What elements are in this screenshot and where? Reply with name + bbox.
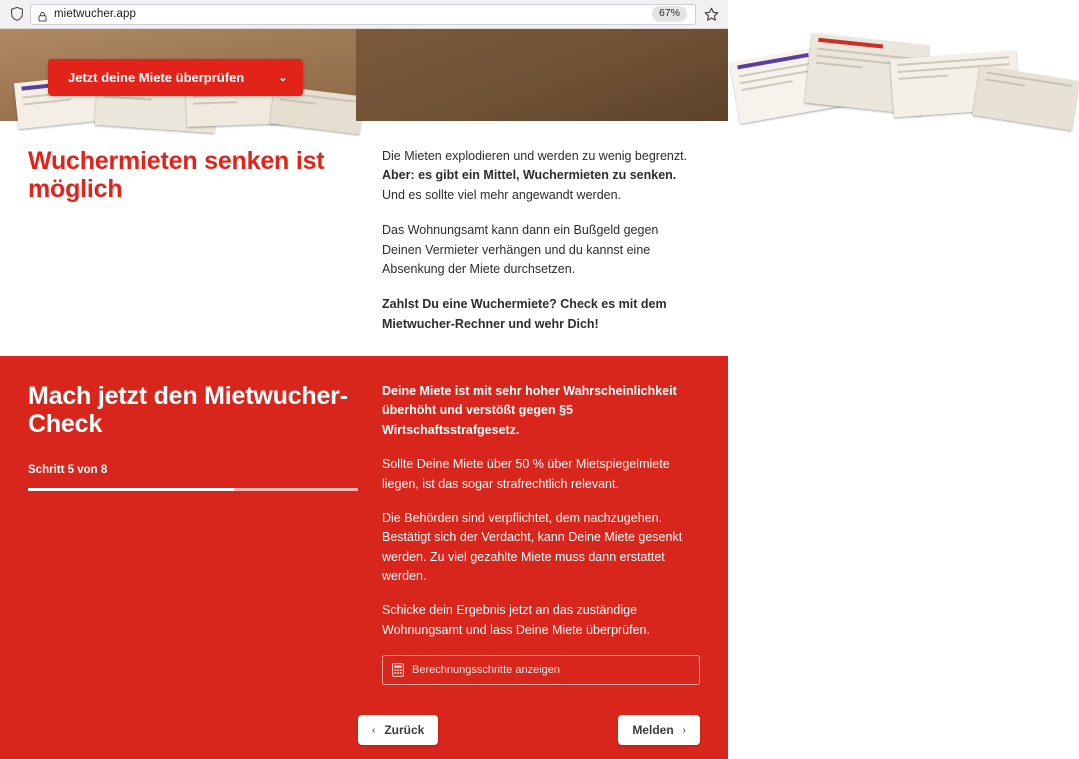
progress-bar-fill bbox=[28, 488, 234, 491]
hero-photo-right bbox=[356, 29, 728, 121]
page-viewport bbox=[0, 29, 728, 738]
check-left-column bbox=[28, 382, 358, 685]
hero-banner bbox=[0, 29, 728, 121]
info-paragraph-2: Das Wohnungsamt kann dann ein Bußgeld gegen Deinen Vermieter verhängen und du kannst eine Absenkung der Miete durchsetzen. bbox=[382, 223, 659, 276]
shield-icon[interactable] bbox=[8, 5, 26, 23]
info-paragraph-1-part1: Die Mieten explodieren und werden zu wenig begrenzt. bbox=[382, 149, 688, 163]
show-calculation-steps-toggle[interactable] bbox=[382, 655, 700, 685]
decorative-document bbox=[973, 65, 1079, 130]
result-paragraph-1: Sollte Deine Miete über 50 % über Mietspiegelmiete liegen, ist das sogar strafrechtlich relevant. bbox=[382, 457, 670, 491]
submit-report-button[interactable] bbox=[618, 715, 700, 745]
result-headline: Deine Miete ist mit sehr hoher Wahrscheinlichkeit überhöht und verstößt gegen §5 Wirtschaftsstrafgesetz. bbox=[382, 384, 677, 437]
check-section bbox=[0, 356, 728, 701]
address-bar[interactable] bbox=[30, 4, 696, 25]
zoom-level-badge[interactable]: 67% bbox=[652, 6, 687, 22]
result-paragraph-3: Schicke dein Ergebnis jetzt an das zuständige Wohnungsamt und lass Deine Miete überprüfen. bbox=[382, 603, 650, 637]
page-title: Wuchermieten senken ist möglich bbox=[28, 147, 325, 203]
info-headline-column bbox=[28, 147, 358, 334]
star-icon[interactable] bbox=[703, 6, 720, 23]
back-button-label: Zurück bbox=[384, 723, 425, 738]
url-text: mietwucher.app bbox=[54, 8, 136, 20]
calculator-icon bbox=[392, 663, 404, 677]
chevron-left-icon: ‹ bbox=[372, 724, 376, 736]
info-paragraph-3 bbox=[382, 295, 700, 334]
info-text-column bbox=[382, 147, 700, 334]
browser-toolbar bbox=[0, 0, 728, 29]
show-calculation-steps-label: Berechnungsschritte anzeigen bbox=[412, 664, 560, 677]
info-paragraph-1-bold: Aber: es gibt ein Mittel, Wuchermieten zu senken. bbox=[382, 168, 677, 183]
info-paragraph-1 bbox=[382, 147, 700, 205]
check-right-column bbox=[382, 382, 700, 685]
info-paragraph-1-part2: Und es sollte viel mehr angewandt werden. bbox=[382, 187, 622, 202]
info-paragraph-3-bold: Zahlst Du eine Wuchermiete? Check es mit dem Mietwucher-Rechner und wehr Dich! bbox=[382, 297, 667, 331]
check-section-title: Mach jetzt den Mietwucher-Check bbox=[28, 382, 348, 438]
check-rent-cta-label: Jetzt deine Miete überprüfen bbox=[68, 70, 245, 85]
chevron-right-icon: › bbox=[682, 724, 686, 736]
wizard-button-row bbox=[0, 701, 728, 745]
step-indicator-label: Schritt 5 von 8 bbox=[28, 464, 108, 476]
lock-icon bbox=[37, 9, 48, 20]
result-paragraph-2: Die Behörden sind verpflichtet, dem nachzugehen. Bestätigt sich der Verdacht, kann Deine Miete gesenkt werden. Zu viel gezahlte Miete muss dann erstattet werden. bbox=[382, 510, 683, 583]
progress-bar bbox=[28, 488, 358, 491]
chevron-down-icon: ⌄ bbox=[278, 72, 288, 84]
check-rent-cta-button[interactable] bbox=[48, 59, 303, 96]
section-bottom-spacer bbox=[0, 745, 728, 759]
back-button[interactable] bbox=[358, 715, 438, 745]
info-section bbox=[0, 121, 728, 356]
submit-report-label: Melden bbox=[632, 723, 674, 738]
